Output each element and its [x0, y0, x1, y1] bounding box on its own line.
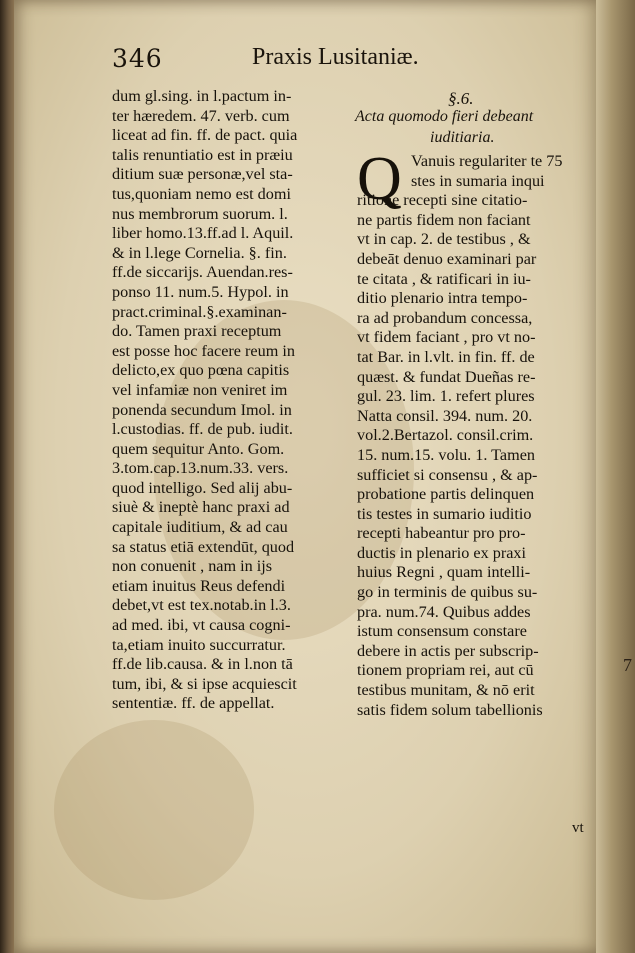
text-line: quem sequitur Anto. Gom. [112, 439, 285, 458]
text-line: huius Regni , quam intelli- [357, 563, 531, 582]
text-line: ter hæredem. 47. verb. cum [112, 106, 290, 125]
text-line: testibus munitam, & nō erit [357, 681, 535, 700]
text-line: stes in sumaria inqui [411, 171, 545, 190]
text-line: & in l.lege Cornelia. §. fin. [112, 243, 287, 262]
text-line: ductis in plenario ex praxi [357, 543, 527, 562]
text-line: pract.criminal.§.examinan- [112, 302, 287, 321]
text-line: sufficiet si consensu , & ap- [357, 465, 538, 484]
text-line: ra ad probandum concessa, [357, 308, 533, 327]
page-number: 346 [112, 44, 163, 73]
text-line: siuè & ineptè hanc praxi ad [112, 498, 290, 517]
text-line: do. Tamen praxi receptum [112, 322, 282, 341]
text-line: te citata , & ratificari in iu- [357, 269, 531, 288]
text-line: ponenda secundum Imol. in [112, 400, 292, 419]
text-line: ritione recepti sine citatio- [357, 191, 528, 210]
text-line: sententiæ. ff. de appellat. [112, 694, 275, 713]
text-line: vel infamiæ non veniret im [112, 380, 288, 399]
text-line: est posse hoc facere reum in [112, 341, 295, 360]
section-marker: §.6. [448, 89, 474, 108]
text-line: ta,etiam inuito succurratur. [112, 635, 286, 654]
text-line: ne partis fidem non faciant [357, 210, 531, 229]
text-line: Natta consil. 394. num. 20. [357, 406, 533, 425]
book-spine [0, 0, 14, 953]
text-line: recepti habeantur pro pro- [357, 524, 526, 543]
text-line: vt fidem faciant , pro vt no- [357, 328, 536, 347]
text-line: capitale iuditium, & ad cau [112, 518, 288, 537]
text-line: ff.de siccarijs. Auendan.res- [112, 263, 293, 282]
text-line: 15. num.15. volu. 1. Tamen [357, 445, 535, 464]
text-line: probatione partis delinquen [357, 485, 535, 504]
text-line: talis renuntiatio est in præiu [112, 145, 293, 164]
text-line: 3.tom.cap.13.num.33. vers. [112, 459, 289, 478]
text-line: etiam inuitus Reus defendi [112, 576, 286, 595]
text-line: gul. 23. lim. 1. refert plures [357, 387, 535, 406]
running-head: Praxis Lusitaniæ. [252, 44, 419, 70]
text-line: sa status etiā extendūt, quod [112, 537, 295, 556]
text-line: satis fidem solum tabellionis [357, 700, 543, 719]
text-line: debeāt denuo examinari par [357, 249, 537, 268]
text-line: delicto,ex quo pœna capitis [112, 361, 290, 380]
text-line: tis testes in sumario iuditio [357, 504, 532, 523]
text-line: quæst. & fundat Dueñas re- [357, 367, 536, 386]
text-line: ditium suæ personæ,vel sta- [112, 165, 293, 184]
text-line: tus,quoniam nemo est domi [112, 184, 291, 203]
text-line: ditio plenario intra tempo- [357, 289, 528, 308]
text-line: pra. num.74. Quibus addes [357, 602, 531, 621]
text-line: Vanuis regulariter te 75 [411, 152, 563, 170]
text-line: vol.2.Bertazol. consil.crim. [357, 426, 534, 445]
margin-note: 7 [623, 655, 632, 675]
text-line: quod intelligo. Sed alij abu- [112, 478, 293, 497]
page-header [112, 44, 552, 80]
text-line: dum gl.sing. in l.pactum in- [112, 87, 292, 105]
text-line: tat Bar. in l.vlt. in fin. ff. de [357, 347, 535, 366]
drop-capital: Q [357, 145, 402, 213]
section-title-line2: iuditiaria. [430, 129, 495, 146]
text-line: debet,vt est tex.notab.in l.3. [112, 596, 291, 615]
text-line: ff.de lib.causa. & in l.non tā [112, 655, 293, 674]
text-line: ad med. ibi, vt causa cogni- [112, 616, 291, 635]
text-line: nus membrorum suorum. l. [112, 204, 288, 223]
text-line: vt in cap. 2. de testibus , & [357, 230, 531, 249]
catchword: vt [572, 820, 584, 836]
text-line: liber homo.13.ff.ad l. Aquil. [112, 224, 294, 243]
text-line: istum consensum constare [357, 622, 527, 641]
text-line: go in terminis de quibus su- [357, 583, 538, 602]
text-line: tionem propriam rei, aut cū [357, 661, 534, 680]
left-text-column [112, 87, 347, 714]
next-page-edge [596, 0, 635, 953]
text-line: l.custodias. ff. de pub. iudit. [112, 420, 293, 439]
text-line: non conuenit , nam in ijs [112, 557, 273, 576]
text-line: liceat ad fin. ff. de pact. quia [112, 126, 298, 145]
section-title-line1: Acta quomodo fieri debeant [355, 108, 534, 125]
right-text-column [357, 130, 597, 720]
text-line: ponso 11. num.5. Hypol. in [112, 282, 289, 301]
paper-stain [54, 720, 254, 900]
text-line: tum, ibi, & si ipse acquiescit [112, 674, 297, 693]
text-line: debere in actis per subscrip- [357, 641, 539, 660]
